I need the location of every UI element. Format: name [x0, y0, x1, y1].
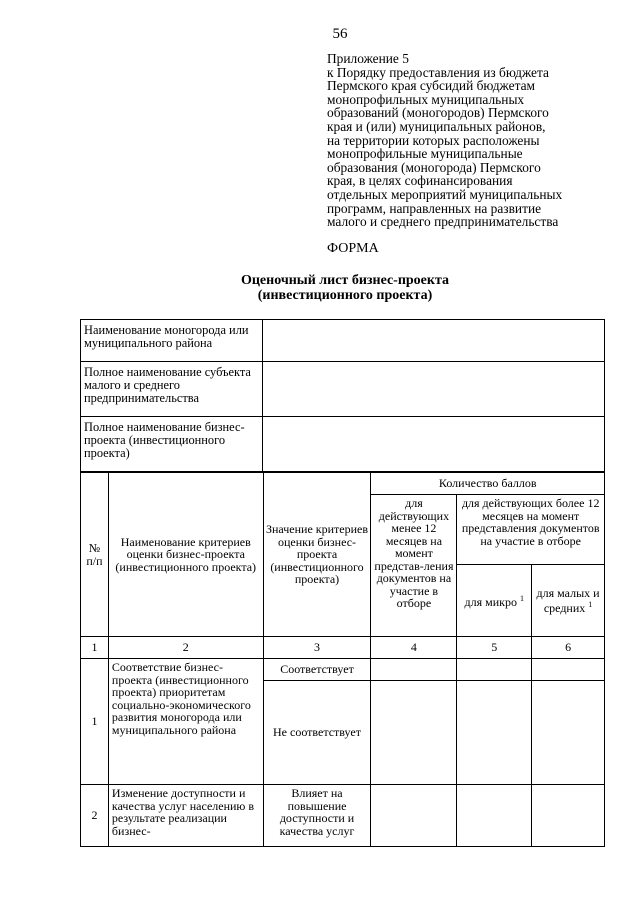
column-number: 5 — [457, 637, 532, 659]
info-table — [80, 319, 605, 472]
info-row — [81, 362, 605, 417]
header-num: № п/п — [81, 473, 109, 637]
appendix-line: образования (моногорода) Пермского — [327, 159, 541, 175]
points-cell[interactable] — [371, 681, 457, 785]
column-number: 1 — [81, 637, 109, 659]
appendix-line: к Порядку предоставления из бюджета — [327, 64, 549, 80]
appendix-header — [327, 52, 627, 229]
points-cell[interactable] — [532, 681, 605, 785]
header-less-12-months: для действующих менее 12 месяцев на момент представ-ления документов на участие в отборе — [371, 495, 457, 637]
appendix-line: монопрофильных муниципальных — [327, 91, 525, 107]
header-criteria-name: Наименование критериев оценки бизнес-проекта (инвестиционного проекта) — [108, 473, 263, 637]
page-number: 56 — [332, 26, 348, 42]
title-line-1: Оценочный лист бизнес-проекта — [240, 273, 450, 288]
appendix-line: Пермского края субсидий бюджетам — [327, 78, 535, 94]
document-title — [0, 273, 640, 303]
points-cell[interactable] — [371, 659, 457, 681]
column-number: 2 — [108, 637, 263, 659]
appendix-line: края, в целях софинансирования — [327, 173, 513, 189]
footnote-mark: 1 — [588, 600, 593, 609]
column-number-row — [81, 637, 605, 659]
points-cell[interactable] — [532, 659, 605, 681]
appendix-line: края и (или) муниципальных районов, — [327, 118, 546, 134]
appendix-line: Приложение 5 — [327, 51, 409, 66]
points-cell[interactable] — [457, 785, 532, 847]
points-cell[interactable] — [371, 785, 457, 847]
header-criteria-value: Значение критериев оценки бизнес-проекта (инвестиционного проекта) — [263, 473, 371, 637]
points-cell[interactable] — [532, 785, 605, 847]
criterion-value: Соответствует — [263, 659, 371, 681]
table-row — [81, 659, 605, 681]
info-value-field[interactable] — [263, 320, 605, 362]
form-label: ФОРМА — [327, 241, 379, 256]
info-row — [81, 417, 605, 472]
table-row — [81, 785, 605, 847]
column-number: 6 — [532, 637, 605, 659]
column-number: 4 — [371, 637, 457, 659]
points-cell[interactable] — [457, 659, 532, 681]
points-cell[interactable] — [457, 681, 532, 785]
title-line-2: (инвестиционного проекта) — [257, 288, 433, 303]
info-row — [81, 320, 605, 362]
info-value-field[interactable] — [263, 417, 605, 472]
criteria-table — [80, 472, 605, 847]
criterion-value: Влияет на повышение доступности и качества услуг — [263, 785, 371, 847]
appendix-line: отдельных мероприятий муниципальных — [327, 186, 563, 202]
info-label: Полное наименование бизнес-проекта (инвестиционного проекта) — [81, 417, 263, 472]
header-micro: для микро $^1$ — [457, 565, 532, 637]
header-small-medium: для малых и средних $^1$ — [532, 565, 605, 637]
column-number: 3 — [263, 637, 371, 659]
appendix-line: образований (моногородов) Пермского — [327, 105, 549, 121]
appendix-line: программ, направленных на развитие — [327, 200, 542, 216]
info-label: Полное наименование субъекта малого и среднего предпринимательства — [81, 362, 263, 417]
info-value-field[interactable] — [263, 362, 605, 417]
header-more-12-months: для действующих более 12 месяцев на момент представления документов на участие в отборе — [457, 495, 605, 565]
appendix-line: монопрофильные муниципальные — [327, 146, 523, 162]
criterion-name: Изменение доступности и качества услуг населению в результате реализации бизнес- — [108, 785, 263, 847]
appendix-line: малого и среднего предпринимательства — [327, 214, 559, 230]
info-label: Наименование моногорода или муниципального района — [81, 320, 263, 362]
appendix-line: на территории которых расположены — [327, 132, 540, 148]
footnote-mark: 1 — [519, 593, 524, 603]
header-points: Количество баллов — [371, 473, 605, 495]
criterion-name: Соответствие бизнес-проекта (инвестиционного проекта) приоритетам социально-экономического развития моногорода или муниципального района — [108, 659, 263, 785]
criterion-value: Не соответствует — [263, 681, 371, 785]
row-number: 2 — [81, 785, 109, 847]
row-number: 1 — [81, 659, 109, 785]
